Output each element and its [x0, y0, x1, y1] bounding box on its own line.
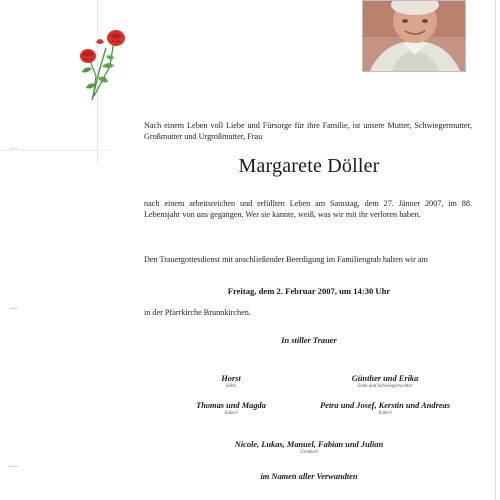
funeral-date: Freitag, dem 2. Februar 2007, um 14:30 Uhr	[227, 286, 391, 296]
relative-name: Thomas und Magda	[196, 401, 266, 410]
relative-name: Horst	[221, 374, 241, 383]
church-text: in der Pfarrkirche Brunnkirchen.	[144, 308, 251, 317]
punch-mark-bottom	[10, 466, 18, 467]
relative-entry	[146, 374, 316, 390]
relative-entry	[146, 401, 316, 417]
punch-mark-top	[10, 148, 18, 149]
page-edge-line	[495, 0, 496, 500]
closing-text: im Namen aller Verwandten	[260, 472, 358, 481]
relative-relation: Sohn	[226, 384, 236, 389]
fold-line-horizontal	[0, 150, 110, 151]
intro-text: Nach einem Leben voll Liebe und Fürsorge für ihre Familie, ist unsere Mutter, Schwiegermutter, Großmutter und Urgroßmutter, Frau	[144, 121, 472, 142]
relative-relation: Enkerl	[224, 411, 238, 416]
relative-relation: Sohn und Schwiegertochter	[357, 384, 413, 389]
relative-name: Günther und Erika	[351, 374, 419, 383]
service-text: Den Trauergottesdienst mit anschließender Beerdigung im Familiengrab halten wir am	[144, 255, 428, 264]
portrait-photo	[362, 0, 466, 72]
life-text: nach einem arbeitsreichen und erfüllten Leben am Samstag, dem 27. Jänner 2007, im 88. Lebensjahr von uns gegangen. Wer sie kannte, weiß, was wir mit ihr verloren haben.	[144, 199, 472, 220]
relative-relation: Enkerl	[378, 411, 392, 416]
relative-name: Petra und Josef, Kerstin und Andreas	[320, 401, 450, 410]
relative-name: Nicole, Lukas, Manuel, Fabian und Julian	[234, 440, 384, 449]
punch-mark-middle	[10, 308, 18, 309]
red-roses-icon	[76, 26, 132, 104]
deceased-name: Margarete Döller	[238, 155, 380, 177]
relative-entry	[144, 440, 474, 456]
mourning-heading: In stiller Trauer	[281, 336, 337, 345]
relative-relation: Urenkerl	[300, 450, 318, 455]
relative-entry	[300, 374, 470, 390]
relative-entry	[300, 401, 470, 417]
